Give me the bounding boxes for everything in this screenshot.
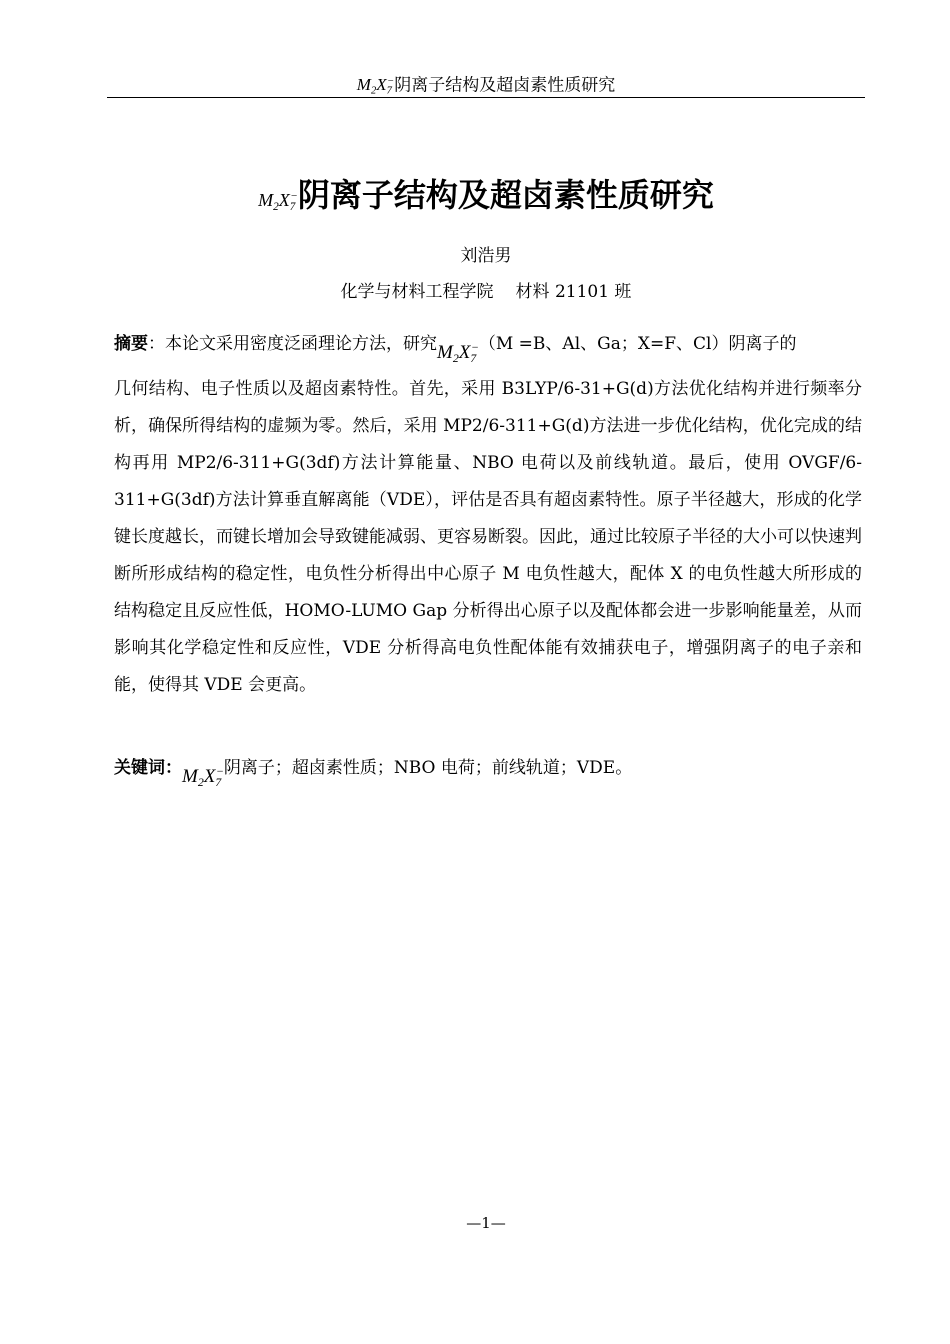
header-formula: $M_2X_7^-$	[356, 75, 395, 97]
abstract-colon: ：	[148, 334, 165, 355]
abstract-scope: （M =B、Al、Ga；X=F、Cl）阴离子的	[478, 334, 797, 355]
running-header-text: 阴离子结构及超卤素性质研究	[394, 75, 616, 96]
title-formula: $M_2X_7^-$	[258, 190, 298, 213]
paper-title	[107, 170, 865, 232]
keywords-formula: $M_2X_7^-$	[182, 765, 224, 790]
abstract-label: 摘要	[114, 334, 148, 355]
header-rule	[107, 97, 865, 98]
affiliation-class: 材料 21101 班	[515, 282, 632, 302]
running-header	[107, 70, 865, 104]
paper-title-text: 阴离子结构及超卤素性质研究	[297, 176, 714, 214]
abstract-formula: $M_2X_7^-$	[437, 341, 479, 366]
page-number: —1—	[466, 1214, 506, 1232]
keywords	[114, 748, 862, 789]
affiliation	[107, 280, 865, 304]
keywords-label: 关键词：	[114, 758, 182, 779]
keywords-text: 阴离子；超卤素性质；NBO 电荷；前线轨道；VDE。	[223, 758, 633, 779]
abstract	[114, 318, 862, 704]
abstract-body: 几何结构、电子性质以及超卤素特性。首先，采用 B3LYP/6-31+G(d)方法优化结构并进行频率分析，确保所得结构的虚频为零。然后，采用 MP2/6-311+G(d)方法进一步优化结构，优化完成的结构再用 MP2/6-311+G(3df)方法计算能量、NBO 电荷以及前线轨道。最后，使用 OVGF/6-311+G(3df)方法计算垂直解离能（VDE），评估是否具有超卤素特性。原子半径越大，形成的化学键长度越长，而键长增加会导致键能减弱、更容易断裂。因此，通过比较原子半径的大小可以快速判断所形成结构的稳定性，电负性分析得出中心原子 M 电负性越大，配体 X 的电负性越大所形成的结构稳定且反应性低，HOMO-LUMO Gap 分析得出心原子以及配体都会进一步影响能量差，从而影响其化学稳定性和反应性，VDE 分析得高电负性配体能有效捕获电子，增强阴离子的电子亲和能，使得其 VDE 会更高。	[114, 379, 862, 696]
abstract-intro: 本论文采用密度泛函理论方法，研究	[165, 334, 437, 355]
affiliation-school: 化学与材料工程学院	[340, 282, 494, 302]
author-name: 刘浩男	[460, 246, 512, 266]
